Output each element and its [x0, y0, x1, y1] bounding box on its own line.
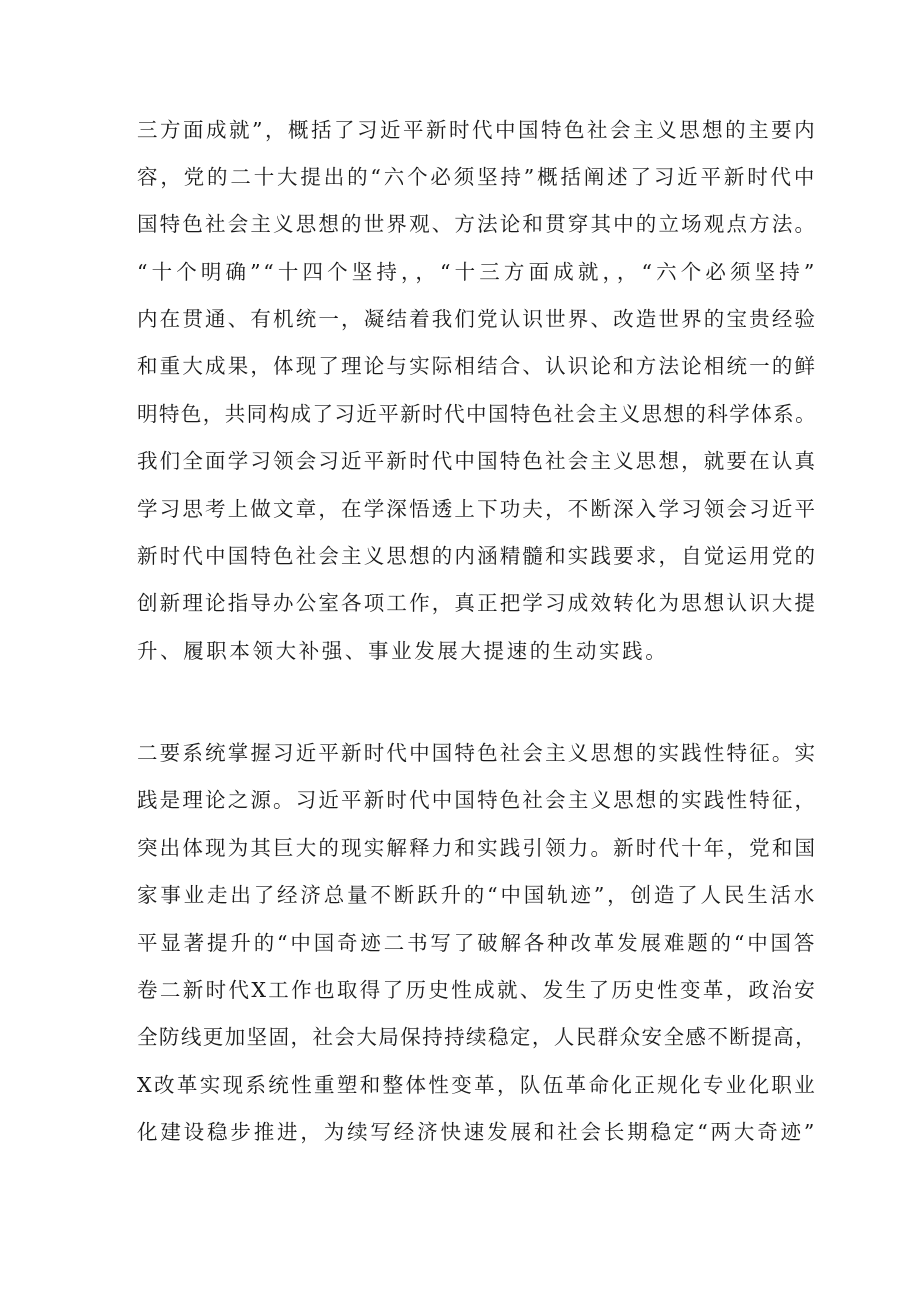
paragraph-1-line-6: 和重大成果，体现了理论与实际相结合、认识论和方法论相统一的鲜 — [137, 354, 817, 378]
paragraph-2-line-8: X改革实现系统性重塑和整体性变革，队伍革命化正规化专业化职业 — [137, 1073, 817, 1097]
paragraph-1-line-9: 学习思考上做文章，在学深悟透上下功夫，不断深入学习领会习近平 — [137, 497, 817, 521]
paragraph-1-line-11: 创新理论指导办公室各项工作，真正把学习成效转化为思想认识大提 — [137, 591, 817, 615]
paragraph-1-line-2: 容，党的二十大提出的“六个必须坚持”概括阐述了习近平新时代中 — [137, 165, 817, 189]
paragraph-2-line-2: 践是理论之源。习近平新时代中国特色社会主义思想的实践性特征， — [137, 788, 817, 812]
paragraph-1-line-10: 新时代中国特色社会主义思想的内涵精髓和实践要求，自觉运用党的 — [137, 544, 817, 568]
paragraph-1-line-7: 明特色，共同构成了习近平新时代中国特色社会主义思想的科学体系。 — [137, 402, 817, 426]
paragraph-1-line-3: 国特色社会主义思想的世界观、方法论和贯穿其中的立场观点方法。 — [137, 212, 817, 236]
paragraph-1-line-5: 内在贯通、有机统一，凝结着我们党认识世界、改造世界的宝贵经验 — [137, 307, 817, 331]
paragraph-2-line-9: 化建设稳步推进，为续写经济快速发展和社会长期稳定“两大奇迹” — [137, 1120, 817, 1144]
paragraph-2-line-1: 二要系统掌握习近平新时代中国特色社会主义思想的实践性特征。实 — [137, 741, 817, 765]
paragraph-2-line-6: 卷二新时代X工作也取得了历史性成就、发生了历史性变革，政治安 — [137, 978, 817, 1002]
paragraph-2-line-5: 平显著提升的“中国奇迹二书写了破解各种改革发展难题的“中国答 — [137, 931, 817, 955]
paragraph-1-line-8: 我们全面学习领会习近平新时代中国特色社会主义思想，就要在认真 — [137, 449, 817, 473]
paragraph-1-line-1: 三方面成就”，概括了习近平新时代中国特色社会主义思想的主要内 — [137, 118, 817, 142]
paragraph-1-line-4: “十个明确”“十四个坚持，，“十三方面成就，，“六个必须坚持” — [137, 260, 817, 284]
paragraph-2-line-3: 突出体现为其巨大的现实解释力和实践引领力。新时代十年，党和国 — [137, 836, 817, 860]
paragraph-1-line-12: 升、履职本领大补强、事业发展大提速的生动实践。 — [137, 639, 669, 663]
paragraph-2-line-4: 家事业走出了经济总量不断跃升的“中国轨迹”，创造了人民生活水 — [137, 883, 817, 907]
paragraph-2-line-7: 全防线更加坚固，社会大局保持持续稳定，人民群众安全感不断提高， — [137, 1025, 817, 1049]
